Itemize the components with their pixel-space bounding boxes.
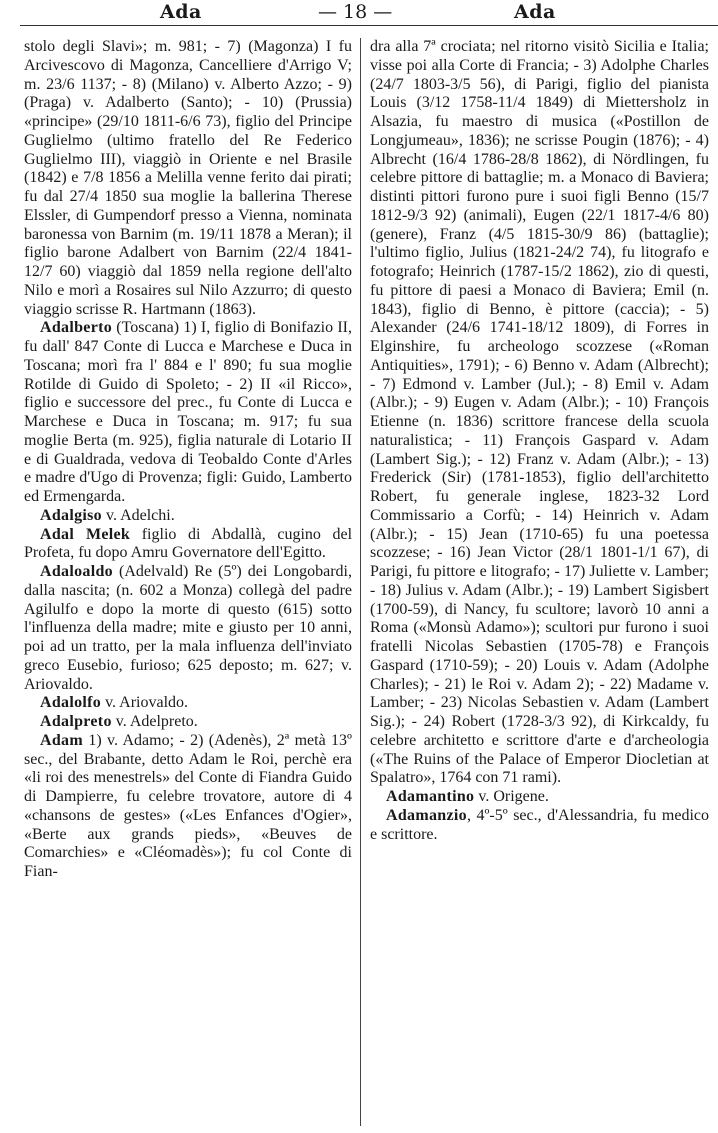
dictionary-entry	[24, 713, 352, 732]
entry-text: dra alla 7ª crociata; nel ritorno visitò Sicilia e Italia; visse poi alla Corte di Francia; - 3) Adolphe Charles (24/7 1803-3/5 56), di Parigi, figlio del pianista Louis (3/12 1758-11/4 1849) di Miettersholz in Alsazia, fu maestro di musica («Postillon de Longjumeau», 1836); ne scrisse Pougin (1876); - 4) Albrecht (16/4 1786-28/8 1862), di Nördlingen, fu celebre pittore di battaglie; m. a Monaco di Baviera; distinti pittori furono pure i suoi figli Benno (15/7 1812-9/3 92) (animali), Eugen (22/1 1817-4/6 80) (genere), Franz (4/5 1815-30/9 86) (battaglie); l'ultimo figlio, Julius (1821-24/2 74), fu litografo e fotografo; Heinrich (1787-15/2 1862), zio di questi, fu pittore di paesi a Monaco di Baviera; Emil (n. 1843), figlio di Benno, è pittore (caccia); - 5) Alexander (24/6 1741-18/12 1809), di Forres in Elginshire, fu archeologo scozzese («Roman Antiquities», 1791); - 6) Benno v. Adam (Albrecht); - 7) Edmond v. Lamber (Jul.); - 8) Emil v. Adam (Albr.); - 9) Eugen v. Adam (Albr.); - 10) François Etienne (n. 1836) scrittore francese della scuola naturalistica; - 11) François Gaspard v. Adam (Lambert Sig.); - 12) Franz v. Adam (Albr.); - 13) Frederick (Sir) (1781-1853), figlio dell'architetto Robert, fu generale inglese, 1823-32 Lord Commissario a Corfù; - 14) Heinrich v. Adam (Albr.); - 15) Jean (1710-65) fu una poetessa scozzese; - 16) Jean Victor (28/1 1801-1/1 67), di Parigi, fu pittore e litografo; - 17) Juliette v. Lamber; - 18) Julius v. Adam (Albr.); - 19) Lambert Sigisbert (1700-59), di Nancy, fu scultore; lavorò 10 anni a Roma («Monsù Adamo»); scultori pur furono i suoi fratelli Nicolas Sebastien (1705-78) e François Gaspard (1710-59); - 20) Louis v. Adam (Adolphe Charles); - 21) le Roi v. Adam 2); - 22) Madame v. Lamber; - 23) Nicolas Sebastien v. Adam (Lambert Sig.); - 24) Robert (1728-3/3 92), di Kirkcaldy, fu celebre architetto e scrittore d'arte e d'archeologia («The Ruins of the Palace of Emperor Diocletian at Spalatro», 1764 con 71 rami).	[370, 38, 709, 787]
entry-text: v. Adelpreto.	[111, 713, 198, 730]
entry-text: , 4º-5º sec., d'Alessandria, fu medico e scrittore.	[370, 806, 709, 843]
dictionary-entry	[24, 732, 352, 882]
entry-headword: Adam	[40, 731, 83, 749]
dictionary-entry	[370, 807, 709, 845]
header-headword-right: Ada	[514, 1, 556, 23]
entry-text: (Toscana) 1) I, figlio di Bonifazio II, fu dall' 847 Conte di Lucca e Marchese e Duca in Toscana; morì fra l' 884 e l' 890; fu sua moglie Rotilde di Guido di Spoleto; - 2) II «il Ricco», figlio e successore del prec., fu Conte di Lucca e Marchese e Duca in Toscana; m. 917; fu sua moglie Berta (m. 925), figlia naturale di Lotario II e di Gualdrada, vedova di Teobaldo Conte d'Arles e madre d'Ugo di Provenza; figli: Guido, Lamberto ed Ermengarda.	[24, 319, 352, 505]
entry-text: 1) v. Adamo; - 2) (Adenès), 2ª metà 13º sec., del Brabante, detto Adam le Roi, perchè era «li roi des menestrels» del Conte di Fiandra Guido di Dampierre, fu celebre trovatore, autore di 4 «chansons de gestes» («Les Enfances d'Ogier», «Berte aux grands pieds», «Beuves de Comarchies» e «Cléomadès»); fu col Conte di Fian-	[24, 731, 352, 880]
dictionary-entry	[24, 507, 352, 526]
entry-headword: Adal Melek	[40, 525, 131, 543]
entry-text: v. Ariovaldo.	[101, 694, 189, 712]
entry-text: v. Adelchi.	[101, 506, 175, 524]
right-column	[370, 38, 709, 1126]
dictionary-entry	[24, 526, 352, 564]
page-number: — 18 —	[318, 1, 393, 23]
dictionary-entry	[24, 319, 352, 507]
entry-text: figlio di Abdallà, cugino del Profeta, fu dopo Amru Governatore dell'Egitto.	[24, 525, 352, 562]
column-divider	[360, 38, 361, 1126]
left-column	[24, 38, 352, 1126]
dictionary-entry	[24, 694, 352, 713]
entry-headword: Adalgiso	[40, 506, 102, 524]
dictionary-entry	[370, 788, 709, 807]
header-headword-left: Ada	[160, 1, 202, 23]
dictionary-entry	[24, 38, 352, 319]
header-rule	[20, 25, 718, 26]
entry-headword: Adamanzio	[386, 806, 467, 824]
dictionary-entry	[370, 38, 709, 788]
entry-text: stolo degli Slavi»; m. 981; - 7) (Magonza) I fu Arcivescovo di Magonza, Cancelliere d'Arrigo V; m. 23/6 1137; - 8) (Milano) v. Alberto Azzo; - 9) (Praga) v. Adalberto (Santo); - 10) (Prussia) «principe» (29/10 1811-6/6 73), figlio del Principe Guglielmo (ultimo fratello del Re Federico Guglielmo III), viaggiò in Oriente e nel Brasile (1842) e 7/8 1856 a Melilla venne ferito dai pirati; fu dal 27/4 1850 sua moglie la ballerina Therese Elssler, di Gumpendorf presso a Vienna, nominata baronessa von Barnim (m. 19/11 1878 a Meran); il figlio barone Adalbert von Barnim (22/4 1841-12/7 60) viaggiò dal 1859 nella regione dell'alto Nilo e morì a Rosaires sul Nilo Azzurro; di questo viaggio scrisse R. Hartmann (1863).	[24, 38, 352, 318]
dictionary-entry	[24, 563, 352, 694]
page-header	[0, 0, 718, 22]
entry-headword: Adalberto	[40, 319, 113, 337]
entry-text: v. Origene.	[474, 788, 549, 805]
entry-headword: Adalolfo	[40, 694, 102, 712]
entry-text: (Adelvald) Re (5º) dei Longobardi, dalla nascita; (n. 602 a Monza) collegà del padre Agilulfo e dopo la morte di questo (615) sotto l'influenza della madre; mite e giusto per 10 anni, poi ad un tratto, per la mala influenza dell'inviato greco Eusebio, furioso; 625 deposto; m. 627; v. Ariovaldo.	[24, 563, 352, 693]
entry-headword: Adalpreto	[40, 713, 112, 730]
entry-headword: Adaloaldo	[40, 563, 113, 580]
entry-headword: Adamantino	[386, 788, 475, 805]
